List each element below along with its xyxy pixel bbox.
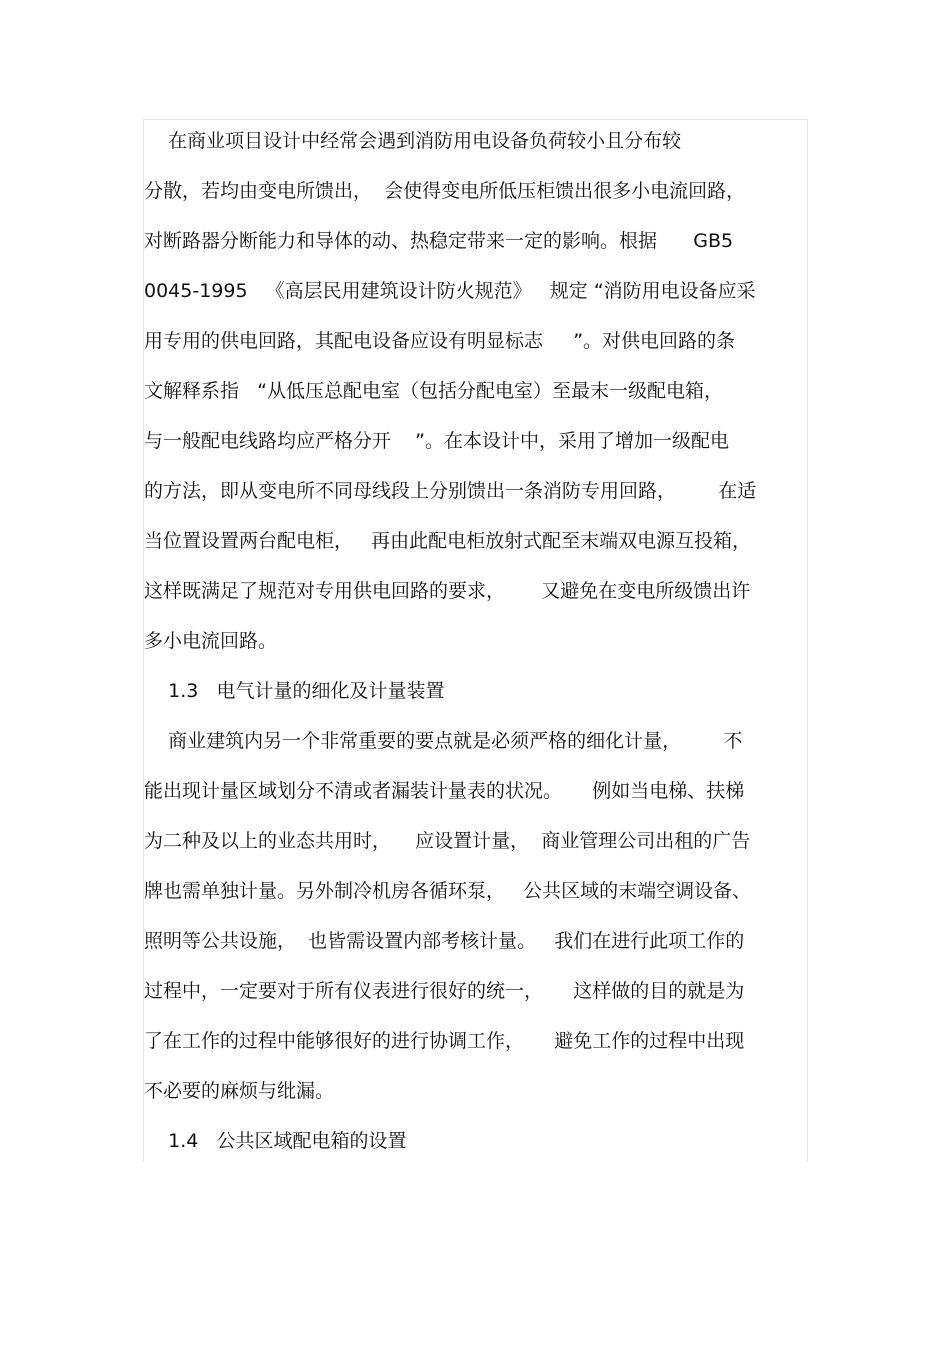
page-border-top bbox=[143, 119, 807, 120]
text-line-13: 商业建筑内另一个非常重要的要点就是必须严格的细化计量， 不 bbox=[144, 730, 743, 752]
text-line-19: 了在工作的过程中能够很好的进行协调工作， 避免工作的过程中出现 bbox=[144, 1030, 745, 1052]
section-heading-1-3: 1.3 电气计量的细化及计量装置 bbox=[144, 680, 445, 702]
text-line-18: 过程中，一定要对于所有仪表进行很好的统一， 这样做的目的就是为 bbox=[144, 980, 745, 1002]
section-heading-1-4: 1.4 公共区域配电箱的设置 bbox=[144, 1130, 407, 1152]
text-line-10: 这样既满足了规范对专用供电回路的要求， 又避免在变电所级馈出许 bbox=[144, 580, 751, 602]
text-line-5: 用专用的供电回路，其配电设备应设有明显标志 ”。对供电回路的条 bbox=[144, 330, 736, 352]
text-line-7: 与一般配电线路均应严格分开 ”。在本设计中，采用了增加一级配电 bbox=[144, 430, 730, 452]
text-line-20: 不必要的麻烦与纰漏。 bbox=[144, 1080, 335, 1102]
text-line-11: 多小电流回路。 bbox=[144, 630, 278, 652]
text-line-6: 文解释系指 “从低压总配电室（包括分配电室）至最末一级配电箱， bbox=[144, 380, 723, 402]
text-line-3: 对断路器分断能力和导体的动、热稳定带来一定的影响。根据 GB5 bbox=[144, 230, 734, 252]
text-line-16: 牌也需单独计量。另外制冷机房各循环泵， 公共区域的末端空调设备、 bbox=[144, 880, 752, 902]
text-line-4: 0045-1995 《高层民用建筑设计防火规范》 规定 “消防用电设备应采 bbox=[144, 280, 756, 302]
text-line-17: 照明等公共设施， 也皆需设置内部考核计量。 我们在进行此项工作的 bbox=[144, 930, 745, 952]
text-line-14: 能出现计量区域划分不清或者漏装计量表的状况。 例如当电梯、扶梯 bbox=[144, 780, 745, 802]
text-line-2: 分散，若均由变电所馈出， 会使得变电所低压柜馈出很多小电流回路， bbox=[144, 180, 746, 202]
text-line-1: 在商业项目设计中经常会遇到消防用电设备负荷较小且分布较 bbox=[144, 130, 682, 152]
text-line-8: 的方法，即从变电所不同母线段上分别馈出一条消防专用回路， 在适 bbox=[144, 480, 757, 502]
text-line-15: 为二种及以上的业态共用时， 应设置计量， 商业管理公司出租的广告 bbox=[144, 830, 751, 852]
text-line-9: 当位置设置两台配电柜， 再由此配电柜放射式配至末端双电源互投箱， bbox=[144, 530, 752, 552]
page-border-right bbox=[807, 119, 808, 1162]
